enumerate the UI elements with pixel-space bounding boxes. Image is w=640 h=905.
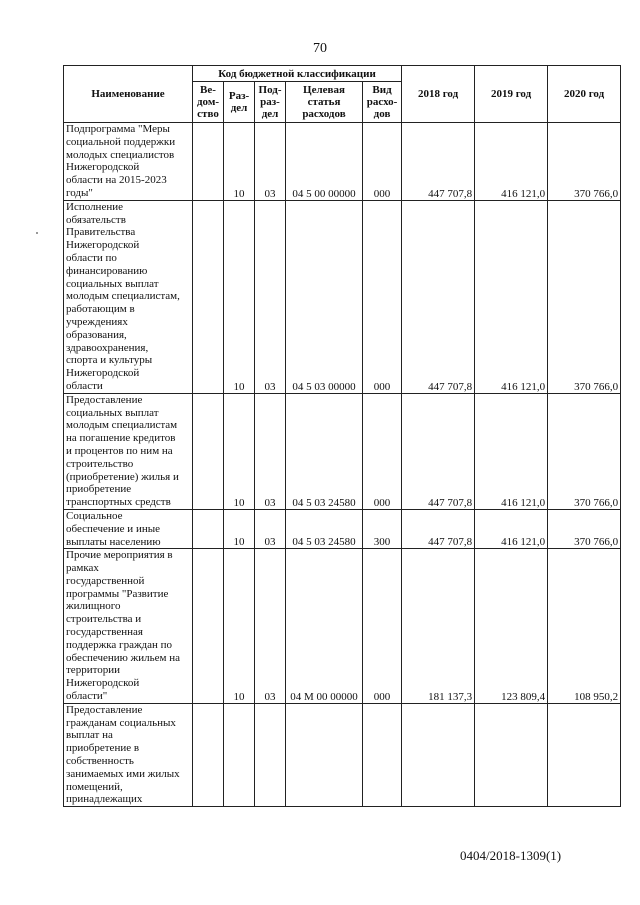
header-year-2018: 2018 год <box>402 66 475 123</box>
name-line: Предоставление <box>66 703 143 716</box>
header-razdel: Раз- дел <box>224 82 255 123</box>
cell-razdel: 10 <box>224 200 255 393</box>
name-line: обеспечение и иные <box>66 522 160 535</box>
cell-vedomstvo <box>193 200 224 393</box>
name-line: принадлежащих <box>66 793 143 806</box>
name-line: собственность <box>66 755 134 768</box>
budget-table <box>63 65 621 807</box>
name-line: молодым специалистам <box>66 419 178 432</box>
cell-name <box>64 200 193 393</box>
cell-vedomstvo <box>193 393 224 509</box>
cell-amount-2018: 447 707,8 <box>402 509 475 548</box>
name-line: Нижегородской <box>66 367 140 380</box>
cell-amount-2020 <box>548 703 621 806</box>
header-year-2019: 2019 год <box>475 66 548 123</box>
header-podrazdel: Под- раз- дел <box>255 82 286 123</box>
cell-vedomstvo <box>193 509 224 548</box>
name-line: программы "Развитие <box>66 587 169 600</box>
name-line: транспортных средств <box>66 496 171 509</box>
cell-amount-2019 <box>475 703 548 806</box>
cell-amount-2019: 123 809,4 <box>475 549 548 704</box>
name-line: Социальное <box>66 509 123 522</box>
name-line: государственная <box>66 626 143 639</box>
cell-target-article: 04 М 00 00000 <box>286 549 363 704</box>
name-line: социальной поддержки <box>66 135 176 148</box>
cell-amount-2019: 416 121,0 <box>475 200 548 393</box>
document-code: 0404/2018-1309(1) <box>460 848 562 863</box>
cell-amount-2020: 370 766,0 <box>548 200 621 393</box>
cell-amount-2020: 370 766,0 <box>548 509 621 548</box>
name-line: области на 2015-2023 <box>66 174 167 187</box>
cell-amount-2019: 416 121,0 <box>475 393 548 509</box>
name-line: образования, <box>66 328 127 341</box>
cell-vedomstvo <box>193 549 224 704</box>
cell-razdel: 10 <box>224 549 255 704</box>
cell-expense-type: 300 <box>363 509 402 548</box>
cell-amount-2018: 447 707,8 <box>402 123 475 201</box>
cell-name <box>64 509 193 548</box>
name-line: гражданам социальных <box>66 716 176 729</box>
cell-amount-2018: 447 707,8 <box>402 200 475 393</box>
name-line: Предоставление <box>66 393 143 406</box>
cell-target-article: 04 5 03 00000 <box>286 200 363 393</box>
header-vedomstvo: Ве- дом- ство <box>193 82 224 123</box>
table-row <box>64 509 621 548</box>
name-line: здравоохранения, <box>66 341 149 354</box>
name-line: территории <box>66 664 121 677</box>
name-line: спорта и культуры <box>66 354 153 367</box>
cell-amount-2018 <box>402 703 475 806</box>
cell-podrazdel: 03 <box>255 200 286 393</box>
name-line: Прочие мероприятия в <box>66 549 173 562</box>
cell-amount-2018: 447 707,8 <box>402 393 475 509</box>
table-row <box>64 123 621 201</box>
name-line: молодых специалистов <box>66 148 175 161</box>
name-line: социальных выплат <box>66 277 159 290</box>
name-line: обеспечению жильем на <box>66 651 180 664</box>
cell-podrazdel: 03 <box>255 393 286 509</box>
name-line: государственной <box>66 574 145 587</box>
name-line: работающим в <box>66 303 135 316</box>
name-line: выплаты населению <box>66 535 161 548</box>
name-line: учреждениях <box>66 315 128 328</box>
name-line: строительства и <box>66 613 142 626</box>
name-line: социальных выплат <box>66 406 159 419</box>
cell-expense-type <box>363 703 402 806</box>
name-line: Правительства <box>66 226 136 239</box>
cell-target-article <box>286 703 363 806</box>
header-name: Наименование <box>64 66 193 123</box>
cell-amount-2020: 370 766,0 <box>548 123 621 201</box>
cell-amount-2020: 370 766,0 <box>548 393 621 509</box>
cell-expense-type: 000 <box>363 393 402 509</box>
name-line: области по <box>66 251 117 264</box>
name-line: обязательств <box>66 213 126 226</box>
cell-name <box>64 123 193 201</box>
name-line: области <box>66 379 103 392</box>
cell-name <box>64 703 193 806</box>
cell-podrazdel: 03 <box>255 549 286 704</box>
cell-podrazdel: 03 <box>255 123 286 201</box>
name-line: жилищного <box>66 600 121 613</box>
name-line: Нижегородской <box>66 161 140 174</box>
cell-amount-2019: 416 121,0 <box>475 509 548 548</box>
name-line: финансированию <box>66 264 148 277</box>
cell-target-article: 04 5 00 00000 <box>286 123 363 201</box>
cell-name <box>64 549 193 704</box>
cell-target-article: 04 5 03 24580 <box>286 509 363 548</box>
margin-mark <box>36 232 38 234</box>
name-line: поддержка граждан по <box>66 638 173 651</box>
name-line: строительство <box>66 457 134 470</box>
header-budget-code-group: Код бюджетной классификации <box>193 66 402 82</box>
name-line: выплат на <box>66 729 113 742</box>
name-line: занимаемых ими жилых <box>66 767 180 780</box>
header-target-article: Целевая статья расходов <box>286 82 363 123</box>
name-line: и процентов по ним на <box>66 444 173 457</box>
cell-vedomstvo <box>193 703 224 806</box>
table-row <box>64 200 621 393</box>
cell-expense-type: 000 <box>363 200 402 393</box>
cell-vedomstvo <box>193 123 224 201</box>
cell-razdel <box>224 703 255 806</box>
name-line: Подпрограмма "Меры <box>66 123 170 135</box>
name-line: годы" <box>66 186 93 199</box>
name-line: рамках <box>66 562 99 575</box>
header-year-2020: 2020 год <box>548 66 621 123</box>
name-line: приобретение <box>66 483 132 496</box>
table-row <box>64 549 621 704</box>
cell-razdel: 10 <box>224 123 255 201</box>
name-line: приобретение в <box>66 742 140 755</box>
name-line: помещений, <box>66 780 123 793</box>
table-row <box>64 703 621 806</box>
cell-podrazdel <box>255 703 286 806</box>
cell-razdel: 10 <box>224 509 255 548</box>
header-expense-type: Вид расхо- дов <box>363 82 402 123</box>
name-line: на погашение кредитов <box>66 432 176 445</box>
cell-amount-2019: 416 121,0 <box>475 123 548 201</box>
cell-amount-2020: 108 950,2 <box>548 549 621 704</box>
cell-expense-type: 000 <box>363 123 402 201</box>
name-line: молодым специалистам, <box>66 290 180 303</box>
name-line: Исполнение <box>66 200 123 213</box>
page-number: 70 <box>313 41 327 56</box>
name-line: (приобретение) жилья и <box>66 470 179 483</box>
cell-amount-2018: 181 137,3 <box>402 549 475 704</box>
table-row <box>64 393 621 509</box>
cell-target-article: 04 5 03 24580 <box>286 393 363 509</box>
name-line: Нижегородской <box>66 239 140 252</box>
cell-razdel: 10 <box>224 393 255 509</box>
cell-name <box>64 393 193 509</box>
cell-expense-type: 000 <box>363 549 402 704</box>
name-line: Нижегородской <box>66 677 140 690</box>
name-line: области" <box>66 690 108 703</box>
cell-podrazdel: 03 <box>255 509 286 548</box>
